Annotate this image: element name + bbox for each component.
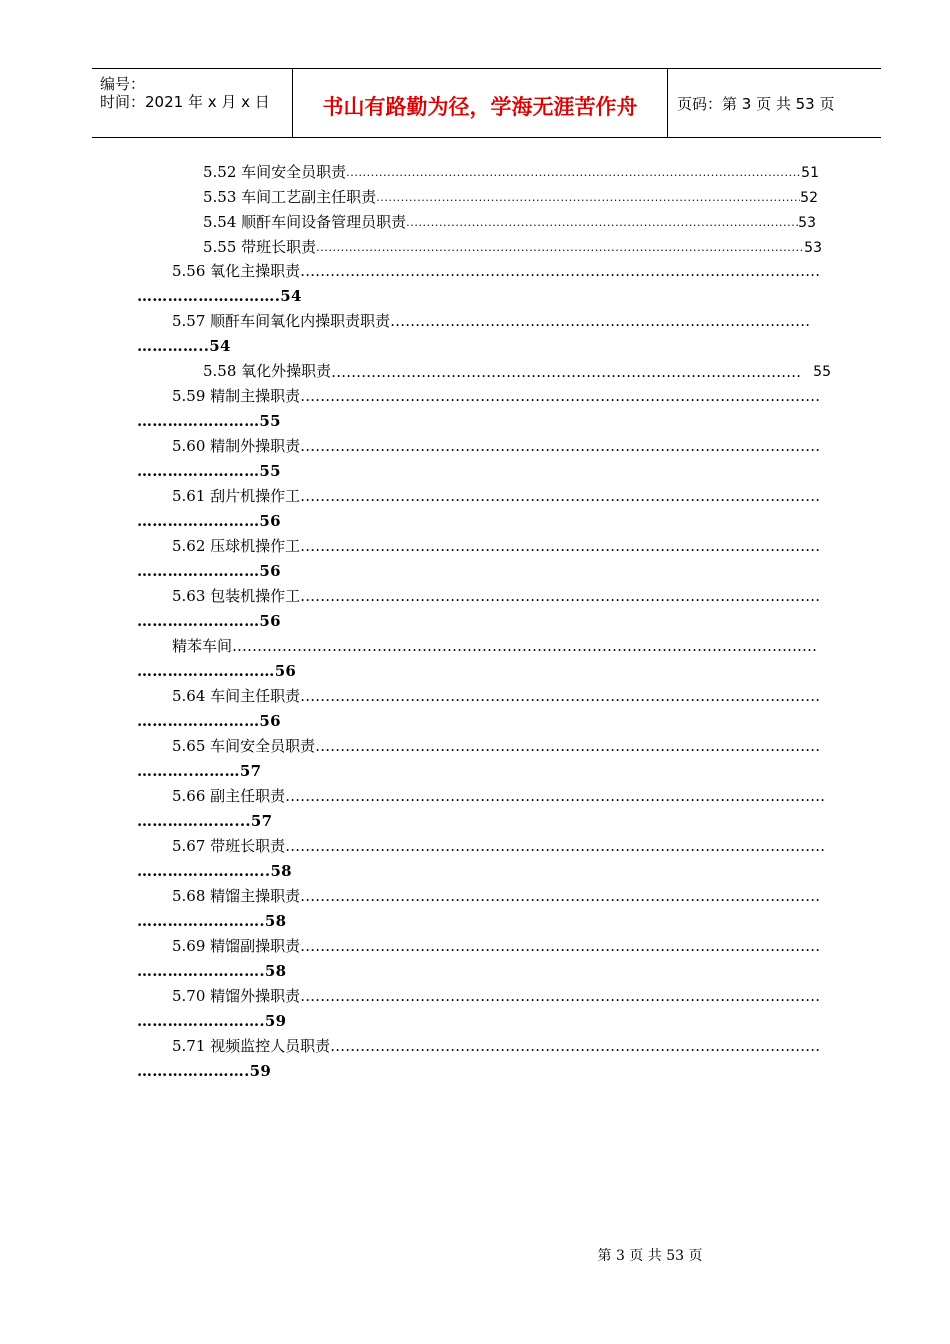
toc-continuation [137, 761, 261, 781]
toc-continuation [137, 511, 281, 531]
toc-section-heading[interactable] [172, 636, 836, 656]
toc-entry[interactable] [203, 186, 836, 208]
toc-continuation-text: …………………….58 [137, 912, 287, 930]
toc-leader [376, 186, 800, 208]
toc-entry-title: 5.60 精制外操职责 [172, 437, 301, 455]
toc-entry[interactable] [172, 786, 836, 806]
toc-continuation-text: …………….…...57 [137, 812, 273, 830]
toc-continuation-text: ………..………57 [137, 762, 262, 780]
toc-entry-title: 5.55 带班长职责 [203, 238, 317, 256]
toc-entry-title: 5.54 顺酐车间设备管理员职责 [203, 213, 407, 231]
toc-page-number: 53 [804, 240, 822, 256]
toc-continuation [137, 1061, 271, 1081]
motto-text: 书山有路勤为径，学海无涯苦作舟 [322, 95, 638, 119]
toc-continuation [137, 336, 231, 356]
footer-page-number: 第 3 页 共 53 页 [597, 1248, 703, 1264]
toc-entry-title: 5.65 车间安全员职责 [172, 737, 316, 755]
toc-leader [300, 261, 820, 281]
toc-leader [390, 311, 810, 331]
toc-entry-title: 5.68 精馏主操职责 [172, 887, 301, 905]
toc-continuation-text: ……………………56 [137, 562, 281, 580]
toc-entry-title: 5.64 车间主任职责 [172, 687, 301, 705]
toc-entry-title: 5.58 氧化外操职责 [203, 362, 332, 380]
toc-entry[interactable] [172, 386, 836, 406]
toc-continuation [137, 811, 272, 831]
toc-page-number: 53 [798, 215, 816, 231]
toc-leader [300, 686, 820, 706]
toc-continuation [137, 561, 281, 581]
toc-entry[interactable] [203, 236, 836, 258]
toc-entry[interactable] [172, 836, 836, 856]
toc-continuation-text: ………………….59 [137, 1062, 272, 1080]
toc-leader [300, 986, 820, 1006]
toc-entry[interactable] [172, 311, 836, 331]
toc-entry-title: 5.67 带班长职责 [172, 837, 286, 855]
toc-entry[interactable] [172, 536, 836, 556]
toc-entry-title: 5.57 顺酐车间氧化内操职责职责 [172, 312, 391, 330]
toc-continuation [137, 461, 281, 481]
toc-continuation-text: …………..54 [137, 337, 231, 355]
toc-entry[interactable] [172, 436, 836, 456]
toc-continuation-text: ………………………56 [137, 662, 297, 680]
header-motto-cell [292, 69, 668, 137]
toc-leader [316, 236, 804, 258]
toc-continuation-text: ……………………..58 [137, 862, 292, 880]
toc-entry[interactable] [203, 211, 836, 233]
toc-continuation-text: ……………………56 [137, 712, 281, 730]
toc-entry-title: 5.52 车间安全员职责 [203, 163, 347, 181]
toc-entry[interactable] [172, 686, 836, 706]
toc-leader [300, 586, 820, 606]
toc-entry-title: 5.69 精馏副操职责 [172, 937, 301, 955]
toc-leader [331, 362, 801, 382]
toc-entry[interactable] [203, 161, 836, 183]
toc-leader [300, 536, 820, 556]
toc-entry-title: 5.62 压球机操作工 [172, 537, 301, 555]
toc-continuation [137, 911, 286, 931]
toc-entry-title: 5.53 车间工艺副主任职责 [203, 188, 377, 206]
toc-continuation-text: …………………….58 [137, 962, 287, 980]
toc-leader [285, 836, 825, 856]
toc-continuation-text: ……………………56 [137, 612, 281, 630]
toc-continuation [137, 711, 281, 731]
toc-continuation [137, 411, 281, 431]
page-header [92, 68, 881, 138]
toc-leader [300, 486, 820, 506]
toc-continuation [137, 286, 302, 306]
toc-entry[interactable] [172, 886, 836, 906]
toc-leader [300, 886, 820, 906]
toc-leader [330, 1036, 820, 1056]
toc-page-number: 55 [813, 364, 831, 380]
toc-continuation [137, 961, 286, 981]
toc-leader [315, 736, 820, 756]
toc-page-number: 51 [801, 165, 819, 181]
toc-continuation-text: ……………………….54 [137, 287, 302, 305]
toc-entry-title: 5.66 副主任职责 [172, 787, 286, 805]
toc-entry-title: 5.59 精制主操职责 [172, 387, 301, 405]
toc-leader [300, 936, 820, 956]
toc-entry[interactable] [172, 936, 836, 956]
header-page-cell [667, 69, 881, 137]
header-info-cell [92, 69, 292, 137]
toc-page-number: 52 [800, 190, 818, 206]
toc-entry[interactable] [172, 1036, 836, 1056]
toc-leader [300, 436, 820, 456]
toc-entry[interactable] [172, 261, 836, 281]
toc-continuation-text: ……………………55 [137, 412, 281, 430]
toc-continuation-text: ……………………55 [137, 462, 281, 480]
toc-leader [232, 636, 817, 656]
serial-label: 编号： [100, 75, 146, 93]
toc-continuation-text: …………………….59 [137, 1012, 287, 1030]
toc-continuation [137, 1011, 286, 1031]
header-page-number: 页码：第 3 页 共 53 页 [677, 95, 835, 113]
time-label: 时间：2021 年 x 月 x 日 [100, 93, 270, 111]
toc-entry-title: 精苯车间 [172, 637, 233, 655]
toc-leader [406, 211, 798, 233]
toc-leader [346, 161, 801, 183]
toc-entry[interactable] [172, 586, 836, 606]
toc-entry[interactable] [203, 361, 843, 382]
toc-entry[interactable] [172, 486, 836, 506]
toc-leader [285, 786, 825, 806]
toc-entry[interactable] [172, 736, 836, 756]
toc-entry-title: 5.70 精馏外操职责 [172, 987, 301, 1005]
toc-entry-title: 5.61 刮片机操作工 [172, 487, 301, 505]
toc-entry[interactable] [172, 986, 836, 1006]
toc-entry-title: 5.71 视频监控人员职责 [172, 1037, 331, 1055]
page-footer [0, 1245, 950, 1265]
toc-continuation [137, 861, 292, 881]
toc-continuation [137, 661, 296, 681]
toc-entry-title: 5.56 氧化主操职责 [172, 262, 301, 280]
toc-continuation [137, 611, 281, 631]
toc-entry-title: 5.63 包装机操作工 [172, 587, 301, 605]
toc-leader [300, 386, 820, 406]
toc-continuation-text: ……………………56 [137, 512, 281, 530]
